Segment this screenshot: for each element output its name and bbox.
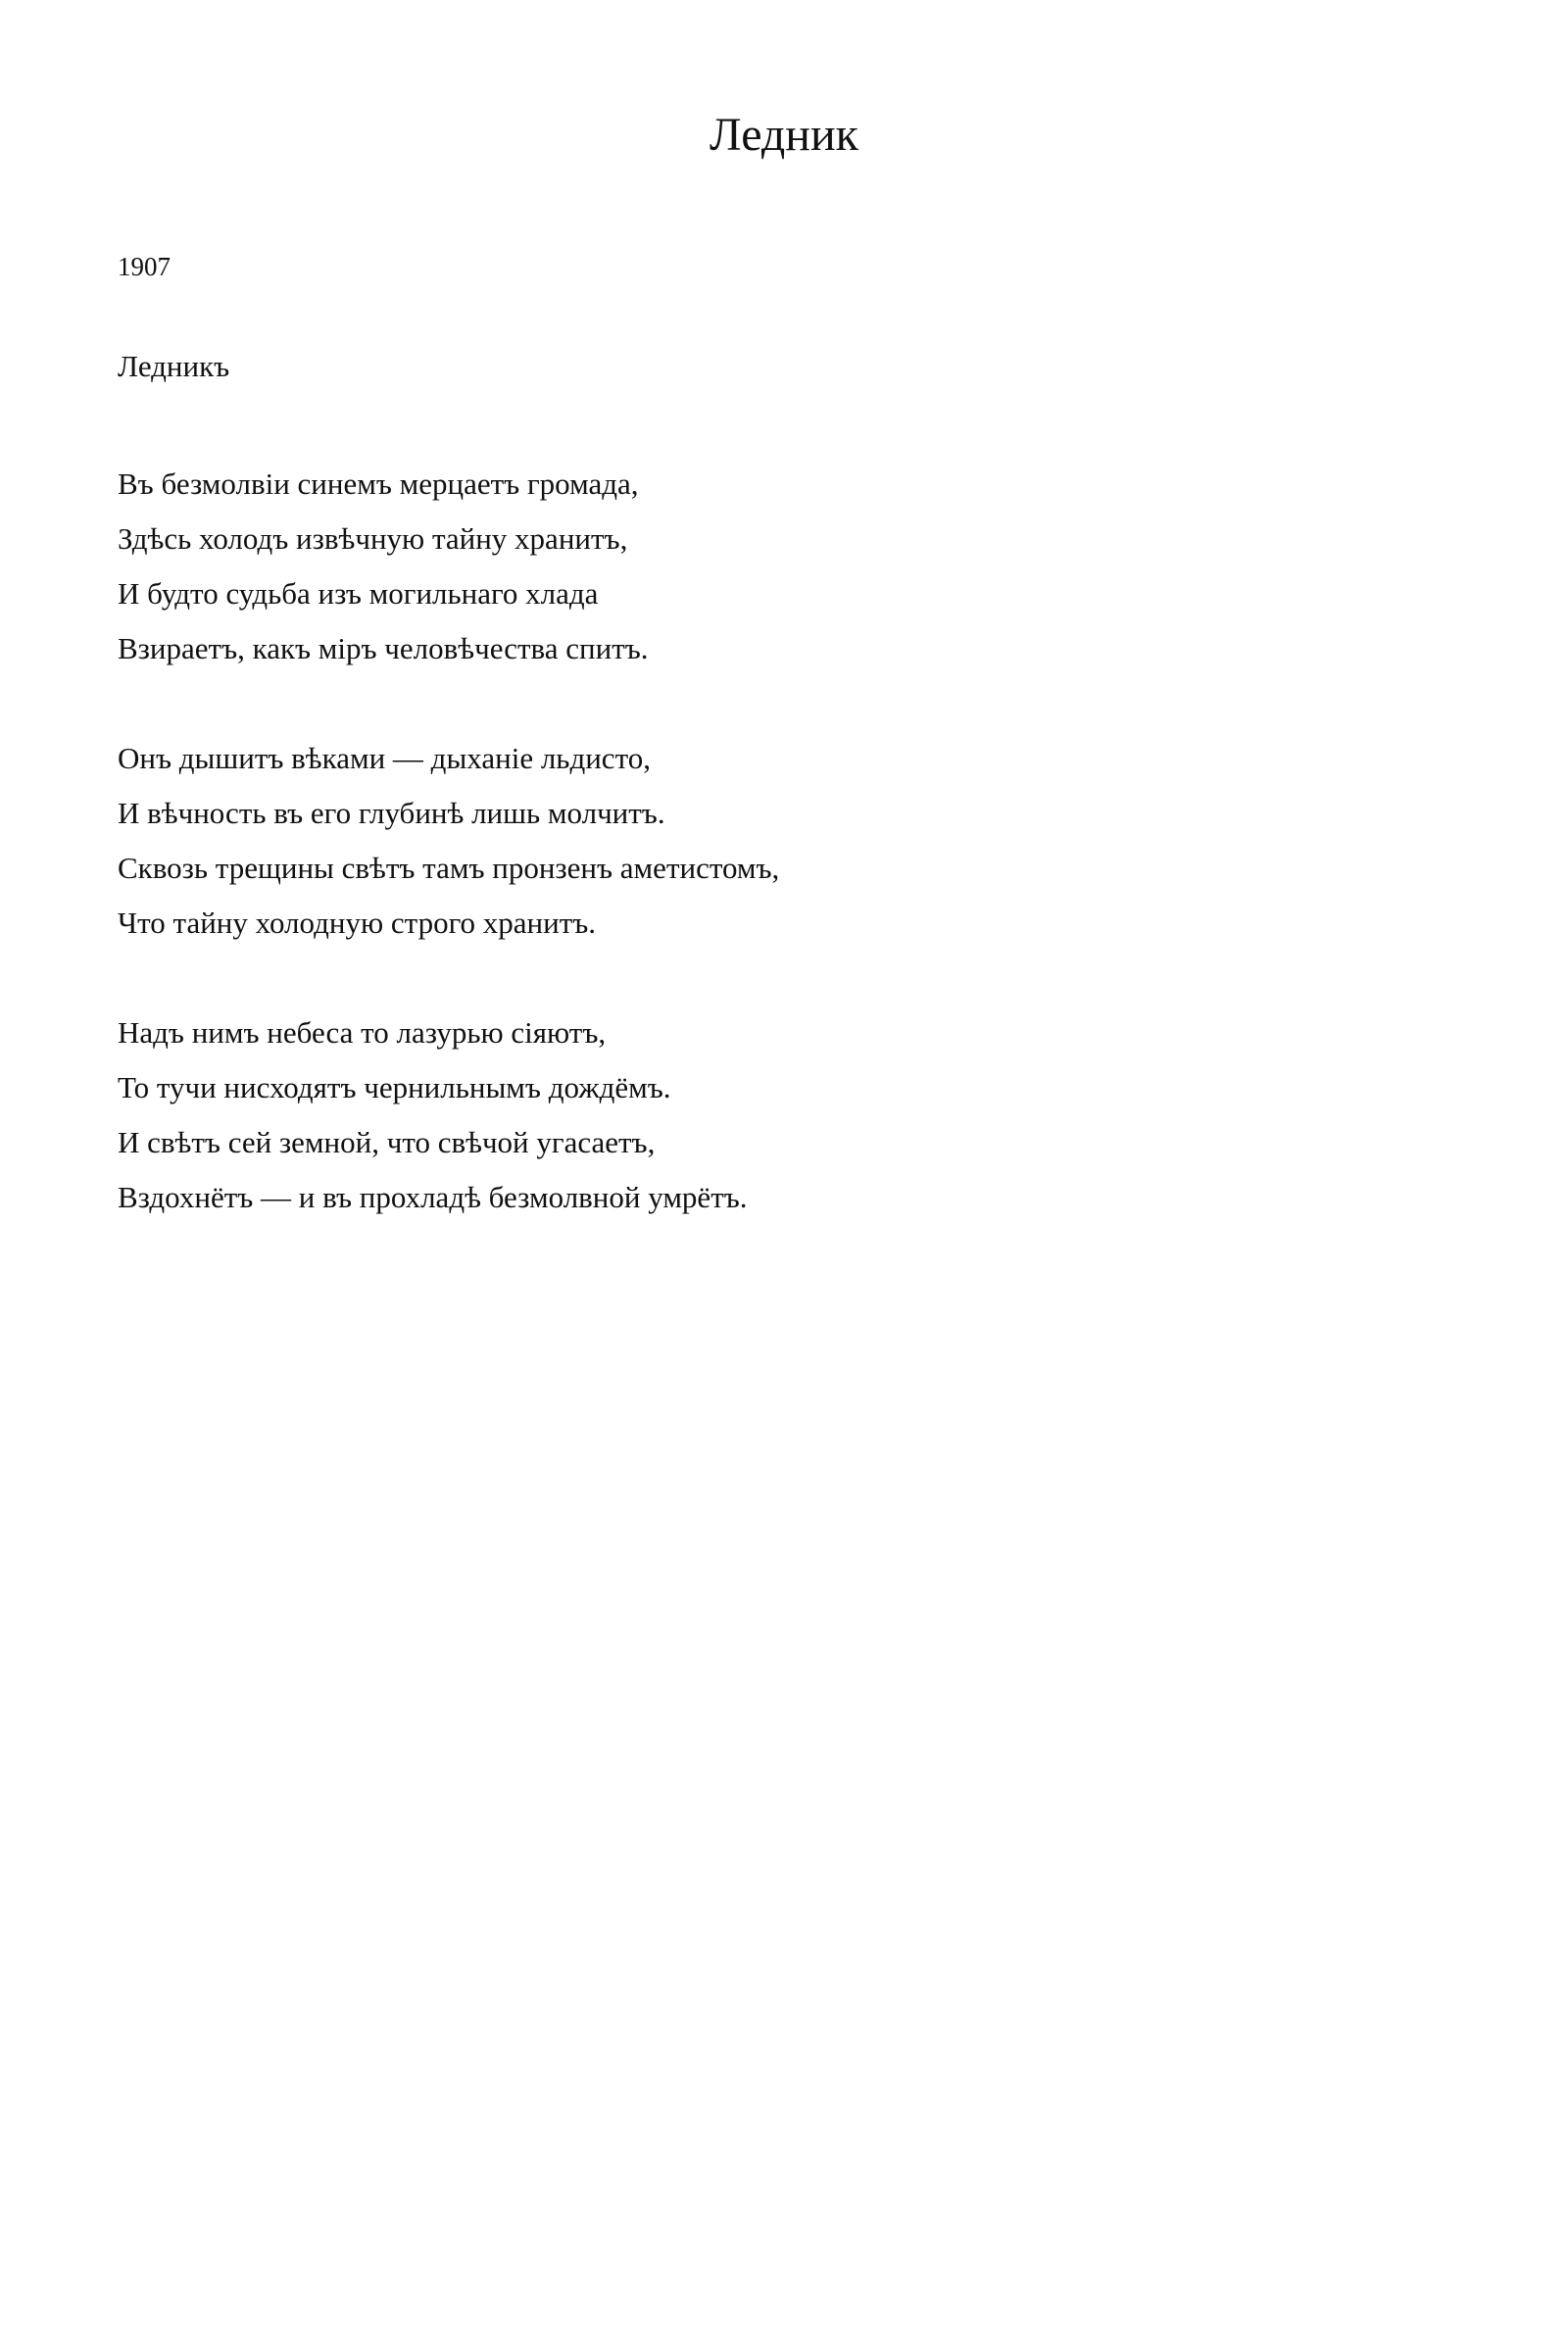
poem-subtitle: Ледникъ (118, 349, 230, 383)
poem-line: И будто судьба изъ могильнаго хлада (118, 576, 599, 611)
page-title: Ледник (709, 109, 858, 161)
poem-line: То тучи нисходятъ чернильнымъ дождёмъ. (118, 1070, 671, 1104)
poem-line: Что тайну холодную строго хранитъ. (118, 906, 597, 940)
poem-line: Вздохнётъ — и въ прохладѣ безмолвной умрётъ. (118, 1180, 748, 1214)
stanza-3 (118, 1005, 748, 1225)
poem-line: Взираетъ, какъ міръ человѣчества спитъ. (118, 631, 649, 665)
poem-line: Надъ нимъ небеса то лазурью сіяютъ, (118, 1015, 607, 1050)
poem-year: 1907 (118, 252, 171, 281)
poem-line: Въ безмолвіи синемъ мерцаетъ громада, (118, 466, 639, 501)
poem-line: Сквозь трещины свѣтъ тамъ пронзенъ аметистомъ, (118, 851, 780, 885)
poem-line: И свѣтъ сей земной, что свѣчой угасаетъ, (118, 1125, 656, 1159)
poem-line: Онъ дышитъ вѣками — дыханіе льдисто, (118, 741, 651, 775)
stanza-2 (118, 731, 779, 951)
poem-line: Здѣсь холодъ извѣчную тайну хранитъ, (118, 521, 628, 556)
poem-line: И вѣчность въ его глубинѣ лишь молчитъ. (118, 796, 665, 830)
stanza-1 (118, 457, 649, 676)
